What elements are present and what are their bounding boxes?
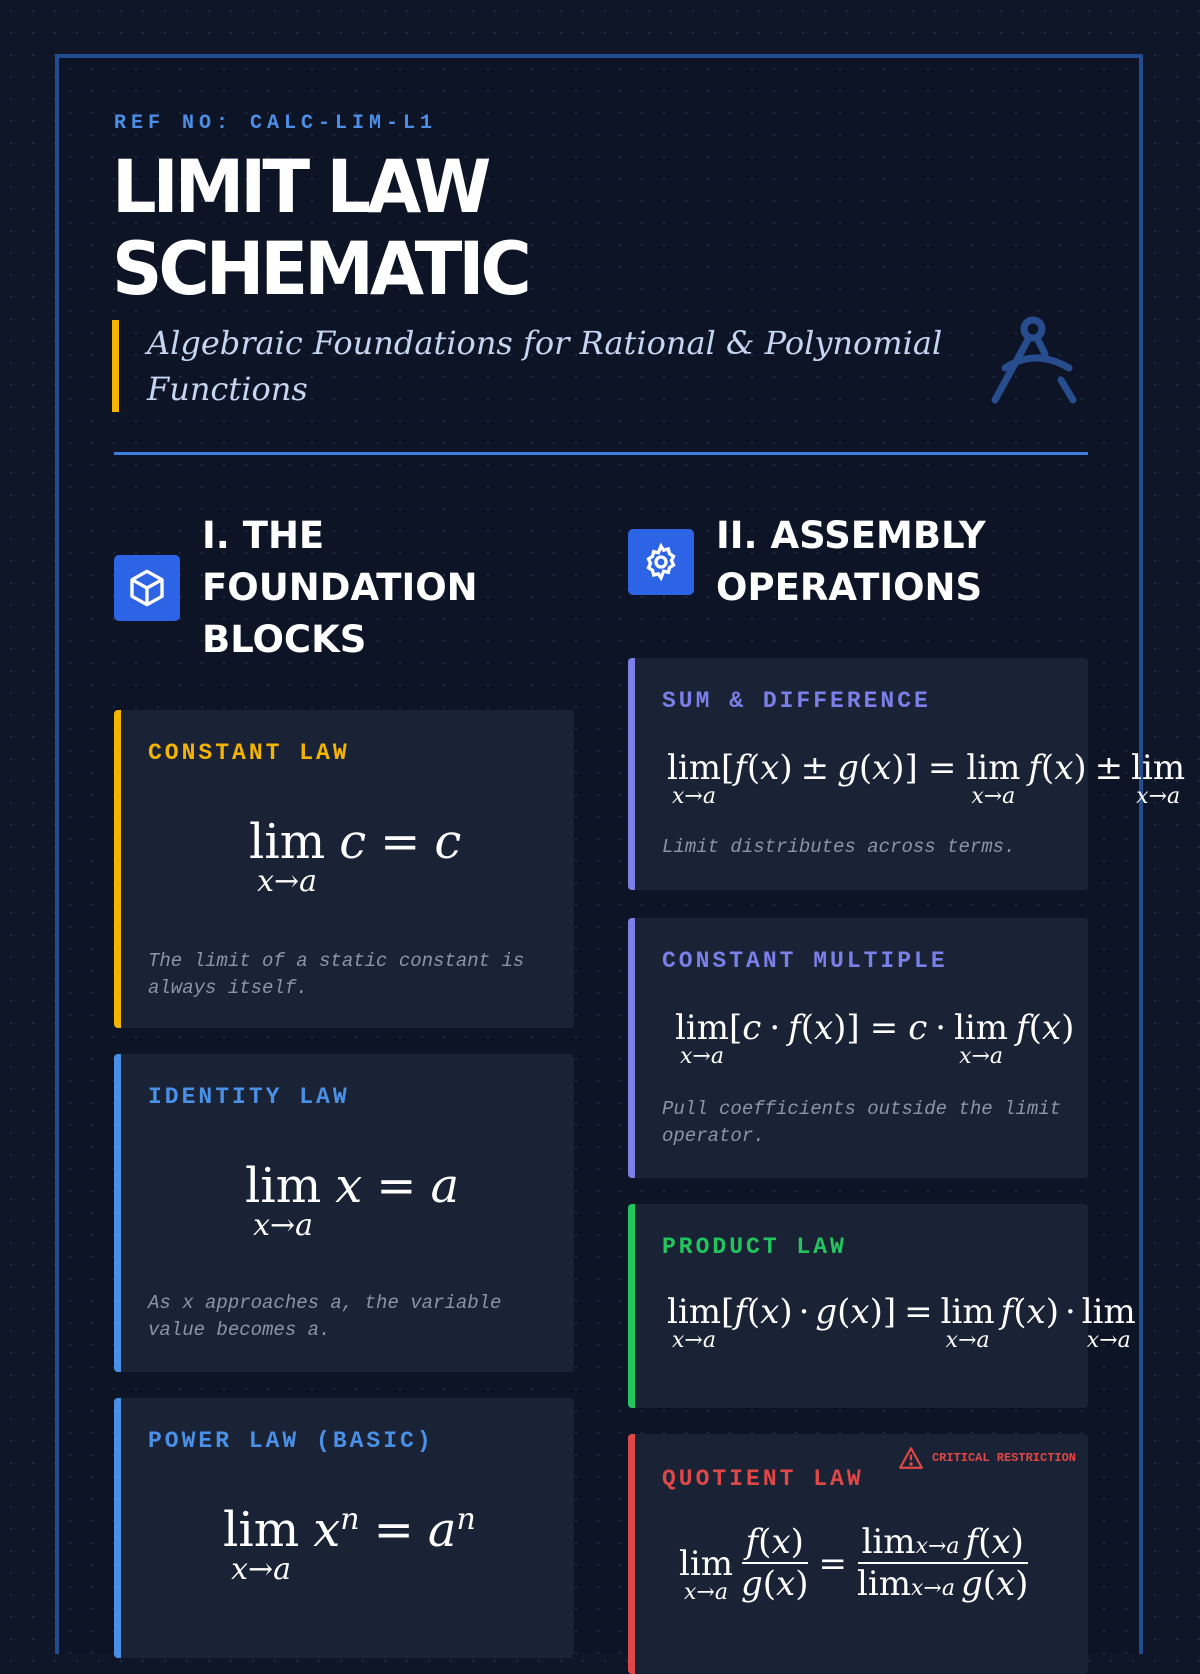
formula-constant: lim x→a c = c bbox=[249, 814, 462, 899]
gear-icon bbox=[628, 529, 694, 595]
formula-quotient: lim x→a $\frac{f(x)}{g(x)}$ = $\frac{\text{limx→a f(x)}}{\text{limx→a g(x)}}$ bbox=[679, 1522, 1029, 1605]
section-assembly bbox=[628, 510, 1046, 614]
card-identity-law bbox=[114, 1054, 574, 1372]
cube-icon bbox=[114, 555, 180, 621]
card-description: Limit distributes across terms. bbox=[662, 836, 1016, 858]
card-label: CONSTANT MULTIPLE bbox=[662, 948, 948, 974]
card-constant-multiple bbox=[628, 918, 1088, 1178]
card-power-law bbox=[114, 1398, 574, 1658]
title-line-2: SCHEMATIC bbox=[112, 225, 528, 312]
card-description: Pull coefficients outside the limit operator. bbox=[662, 1098, 1062, 1147]
section-title-foundation: I. THE FOUNDATION BLOCKS bbox=[202, 514, 478, 661]
card-label: SUM & DIFFERENCE bbox=[662, 688, 931, 714]
formula-identity: lim x→a x = a bbox=[245, 1158, 460, 1243]
formula-sum-difference: lim x→a [ f ( x ) ± g ( x )] = lim x→a f ( x ) ± lim x→a bbox=[667, 748, 1186, 809]
section-title-assembly: II. ASSEMBLY OPERATIONS bbox=[716, 514, 986, 609]
subtitle: Algebraic Foundations for Rational & Polynomial Functions bbox=[147, 324, 943, 408]
critical-restriction-badge bbox=[898, 1446, 1076, 1470]
card-quotient-law bbox=[628, 1434, 1088, 1674]
reference-number: REF NO: CALC-LIM-L1 bbox=[114, 112, 438, 135]
page-title bbox=[112, 143, 528, 312]
warning-icon bbox=[898, 1446, 924, 1470]
formula-constant-multiple: lim x→a [ c · f ( x )] = c · lim x→a f ( x ) bbox=[675, 1008, 1075, 1069]
compass-icon bbox=[985, 312, 1081, 408]
formula-product: lim x→a [ f ( x ) · g ( x )] = lim x→a f ( x ) · lim x→a bbox=[667, 1292, 1136, 1353]
card-label: QUOTIENT LAW bbox=[662, 1466, 864, 1492]
card-label: PRODUCT LAW bbox=[662, 1234, 847, 1260]
card-description: As x approaches a, the variable value becomes a. bbox=[148, 1292, 502, 1341]
formula-power: lim x→a $x^n$ = $a^n$ bbox=[223, 1502, 476, 1587]
card-sum-difference bbox=[628, 658, 1186, 890]
card-product-law bbox=[628, 1204, 1136, 1408]
card-constant-law bbox=[114, 710, 574, 1028]
card-label: CONSTANT LAW bbox=[148, 740, 350, 766]
badge-text: CRITICAL RESTRICTION bbox=[931, 1451, 1076, 1465]
subtitle-block bbox=[112, 320, 972, 412]
section-foundation bbox=[114, 510, 522, 666]
card-label: IDENTITY LAW bbox=[148, 1084, 350, 1110]
header-divider bbox=[114, 452, 1088, 455]
card-label: POWER LAW (BASIC) bbox=[148, 1428, 434, 1454]
card-description: The limit of a static constant is always itself. bbox=[148, 950, 525, 999]
title-line-1: LIMIT LAW bbox=[112, 143, 488, 230]
